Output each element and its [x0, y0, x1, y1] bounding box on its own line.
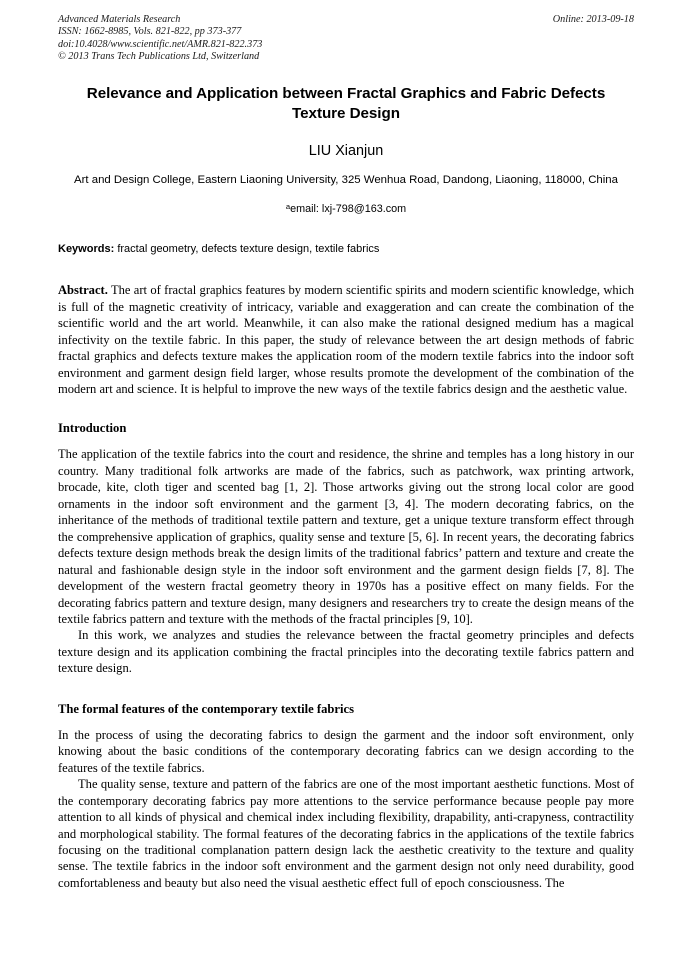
keywords	[58, 242, 634, 257]
section-heading-introduction: Introduction	[58, 421, 127, 436]
online-date: Online: 2013-09-18	[552, 14, 634, 25]
issn-line: ISSN: 1662-8985, Vols. 821-822, pp 373-377	[58, 26, 242, 38]
section-paragraph: In the process of using the decorating fabrics to design the garment and the indoor soft environment, only knowing about the basic conditions of the contemporary decorating fabrics can we design according to the features of the textile fabrics.	[58, 727, 634, 775]
abstract-text: The art of fractal graphics features by modern scientific spirits and modern scientific knowledge, which is full of the magnetic creativity of intricacy, variable and exaggeration and can create the combination of the scientific world and the art world. Meanwhile, it can also make the rational designed medium has a magical infectivity on the textile fabric. In this paper, the study of relevance between the art design methods of fabric fractal graphics and defects texture makes the application room of the modern textile fabrics into the indoor soft environment and garment design field larger, whose results promote the development of the combination of the modern art and science. It is helpful to improve the new ways of the textile fabrics design and the aesthetic value.	[58, 283, 634, 397]
keywords-value: fractal geometry, defects texture design, textile fabrics	[117, 243, 380, 256]
journal-name: Advanced Materials Research	[58, 14, 181, 25]
author-affiliation: Art and Design College, Eastern Liaoning University, 325 Wenhua Road, Dandong, Liaoning, 118000, China	[74, 173, 618, 186]
abstract	[58, 282, 634, 397]
doi-line: doi:10.4028/www.scientific.net/AMR.821-822.373	[58, 38, 263, 50]
section-spacer	[58, 677, 634, 701]
journal-header	[58, 14, 634, 64]
email-footnote-marker: a	[285, 202, 291, 212]
page-title: Relevance and Application between Fractal Graphics and Fabric Defects Texture Design	[86, 84, 606, 122]
keywords-label: Keywords:	[58, 243, 115, 256]
author-name: LIU Xianjun	[308, 142, 384, 159]
email-text: email: lxj-798@163.com	[290, 203, 407, 216]
section-paragraph: The application of the textile fabrics into the court and residence, the shrine and temples has a long history in our country. Many traditional folk artworks are made of the fabrics, such as patchwork, wax printing artwork, brocade, kite, cloth tiger and scented bag [1, 2]. Those artworks giving out the strong local color are good ornaments in the indoor soft environment and the garment [3, 4]. The modern decorating fabrics, on the inheritance of the methods of traditional textile pattern and texture, get a unique texture transform effect through the comprehensive application of graphics, quality sense and texture [5, 6]. In recent years, the decorating fabrics defects texture design methods break the design limits of the traditional fabrics’ pattern and texture and create the natural and fashionable design style in the indoor soft environment and the garment design fields [7, 8]. The development of the western fractal geometry theory in 1970s has a positive effect on many fields. For the decorating fabrics pattern and texture design, many designers and researchers try to create the design means of the textile fabrics pattern and texture with the methods of the fractal principles [9, 10].	[58, 447, 634, 627]
section-heading-formal-features: The formal features of the contemporary textile fabrics	[58, 701, 354, 716]
copyright-line: © 2013 Trans Tech Publications Ltd, Switzerland	[58, 51, 260, 63]
section-paragraph: The quality sense, texture and pattern of the fabrics are one of the most important aesthetic functions. Most of the contemporary decorating fabrics pay more attentions to the service performance because people pay more attention to all kinds of physical and chemical index including flexibility, drapability, anti-crapyness, contractility and morphological stability. The formal features of the decorating fabrics in the applications of the textile fabrics focusing on the traditional complanation pattern design lack the aesthetic creativity to the texture and quality sense. The textile fabrics in the indoor soft environment and the garment design not only need durability, good comfortableness and beauty but also need the visual aesthetic effect full of epoch consciousness. The	[58, 777, 634, 890]
author-email	[58, 200, 634, 216]
section-paragraph: In this work, we analyzes and studies the relevance between the fractal geometry principles and defects texture design and its application combining the fractal principles into the decorating textile fabrics pattern and texture design.	[58, 628, 634, 676]
abstract-label: Abstract.	[58, 283, 108, 298]
